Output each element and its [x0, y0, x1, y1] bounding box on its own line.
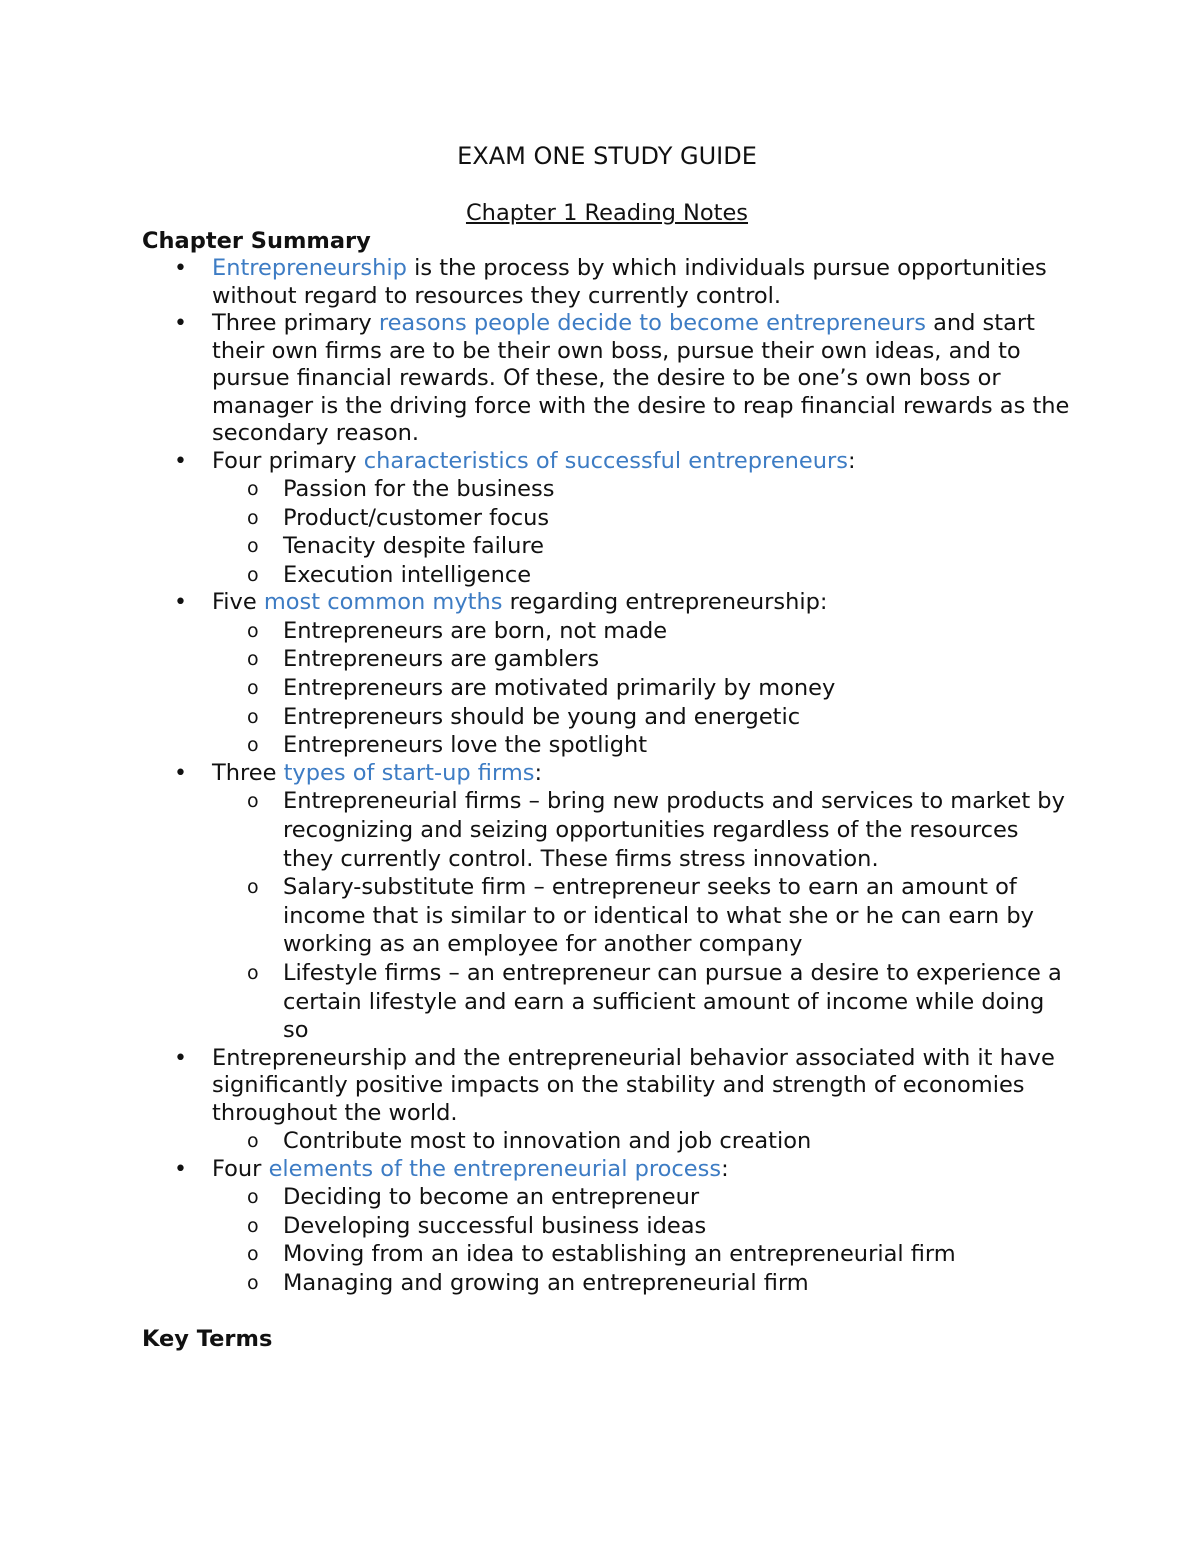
- document-page: [142, 140, 1072, 1353]
- sub-item: o Entrepreneurs are gamblers: [247, 646, 600, 673]
- highlight-term: types of start-up firms: [283, 759, 535, 786]
- bullet-marker: •: [174, 1045, 187, 1071]
- highlight-term: elements of the entrepreneurial process: [268, 1155, 722, 1182]
- sub-marker: o: [247, 1130, 259, 1153]
- sub-item: o Lifestyle firms – an entrepreneur can pursue a desire to experience a certain lifestyle and earn a sufficient amount of income while doing so: [247, 959, 1062, 1044]
- sub-marker: o: [247, 705, 259, 728]
- sub-item: o Contribute most to innovation and job creation: [247, 1128, 812, 1155]
- sub-marker: o: [247, 1272, 259, 1295]
- bullet-marker: •: [174, 311, 187, 336]
- sub-marker: o: [247, 1243, 259, 1266]
- sub-marker: o: [247, 506, 259, 529]
- highlight-term: Entrepreneurship: [212, 255, 407, 281]
- sub-item: o Tenacity despite failure: [247, 533, 544, 560]
- sub-marker: o: [247, 648, 259, 671]
- bullet-marker: •: [174, 1156, 187, 1182]
- sub-item: o Execution intelligence: [247, 561, 532, 588]
- summary-bullet: • Entrepreneurship is the process by which individuals pursue opportunities without regard to resources they currently control.: [174, 255, 1047, 309]
- sub-item: o Passion for the business: [247, 476, 555, 502]
- sub-item: o Entrepreneurs are motivated primarily by money: [247, 675, 836, 702]
- sub-marker: o: [247, 535, 259, 558]
- sub-list: [212, 475, 1072, 589]
- sub-list: [212, 787, 1072, 1044]
- highlight-term: most common myths: [263, 589, 503, 616]
- bullet-marker: •: [174, 448, 187, 474]
- sub-marker: o: [247, 619, 259, 642]
- summary-bullet: • Entrepreneurship and the entrepreneurial behavior associated with it have significantly positive impacts on the stability and strength of economies throughout the world. o Contribute most to innovation and job creation: [142, 1045, 1072, 1156]
- sub-item: o Entrepreneurs should be young and energetic: [247, 703, 801, 730]
- sub-item: o Product/customer focus: [247, 504, 550, 531]
- document-title: EXAM ONE STUDY GUIDE: [457, 142, 757, 170]
- sub-list: [212, 617, 1072, 760]
- key-terms-heading: Key Terms: [142, 1325, 273, 1352]
- sub-item: o Developing successful business ideas: [247, 1212, 707, 1239]
- bullet-marker: •: [174, 760, 187, 786]
- sub-item: o Moving from an idea to establishing an entrepreneurial firm: [247, 1241, 956, 1268]
- sub-marker: o: [247, 1214, 259, 1237]
- sub-marker: o: [247, 677, 259, 700]
- sub-list: [212, 1183, 1072, 1297]
- summary-bullet: • Four elements of the entrepreneurial process: o Deciding to become an entrepreneur o Developing successful business ideas o Moving from an idea to establishing an entrepreneurial firm o Managing and growing an entrepreneurial firm: [142, 1156, 1072, 1298]
- bullet-marker: •: [174, 256, 187, 281]
- highlight-term: characteristics of successful entrepreneurs: [363, 447, 848, 474]
- summary-list: [142, 255, 1072, 1298]
- summary-bullet: • Five most common myths regarding entrepreneurship: o Entrepreneurs are born, not made o Entrepreneurs are gamblers o Entrepreneurs are motivated primarily by money o Entrepreneurs should be young and energetic o Entrepreneurs love the spotlight: [142, 589, 1072, 759]
- sub-item: o Entrepreneurial firms – bring new products and services to market by recognizing and seizing opportunities regardless of the resources they currently control. These firms stress innovation.: [247, 788, 1065, 872]
- sub-marker: o: [247, 1186, 259, 1209]
- sub-item: o Deciding to become an entrepreneur: [247, 1184, 700, 1211]
- chapter-summary-heading: Chapter Summary: [142, 228, 371, 254]
- sub-item: o Entrepreneurs love the spotlight: [247, 732, 648, 759]
- sub-list: [212, 1127, 1072, 1156]
- bullet-marker: •: [174, 590, 187, 616]
- sub-marker: o: [247, 734, 259, 757]
- chapter-heading: Chapter 1 Reading Notes: [465, 200, 749, 226]
- sub-marker: o: [247, 876, 259, 899]
- sub-item: o Entrepreneurs are born, not made: [247, 617, 668, 644]
- sub-marker: o: [247, 961, 259, 984]
- summary-bullet: • Three primary reasons people decide to become entrepreneurs and start their own firms are to be their own boss, pursue their own ideas, and to pursue financial rewards. Of these, the desire to be one’s own boss or manager is the driving force with the desire to reap financial rewards as the secondary reason.: [174, 310, 1070, 446]
- sub-marker: o: [247, 790, 259, 813]
- sub-item: o Salary-substitute firm – entrepreneur seeks to earn an amount of income that is similar to or identical to what she or he can earn by working as an employee for another company: [247, 874, 1034, 958]
- sub-item: o Managing and growing an entrepreneurial firm: [247, 1270, 809, 1297]
- sub-marker: o: [247, 478, 259, 500]
- summary-bullet: • Four primary characteristics of successful entrepreneurs: o Passion for the business o Product/customer focus o Tenacity despite failure o Execution intelligence: [142, 448, 1072, 590]
- sub-marker: o: [247, 563, 259, 586]
- highlight-term: reasons people decide to become entrepreneurs: [378, 310, 926, 336]
- summary-bullet: • Three types of start-up firms: o Entrepreneurial firms – bring new products and services to market by recognizing and seizing opportunities regardless of the resources they currently control. These firms stress innovation. o Salary-substitute firm – entrepreneur seeks to earn an amount of income that is similar to or identical to what she or he can earn by working as an employee for another company o Lifestyle firms – an entrepreneur can pursue a desire to experience a certain lifestyle and earn a sufficient amount of income while doing so: [142, 760, 1072, 1045]
